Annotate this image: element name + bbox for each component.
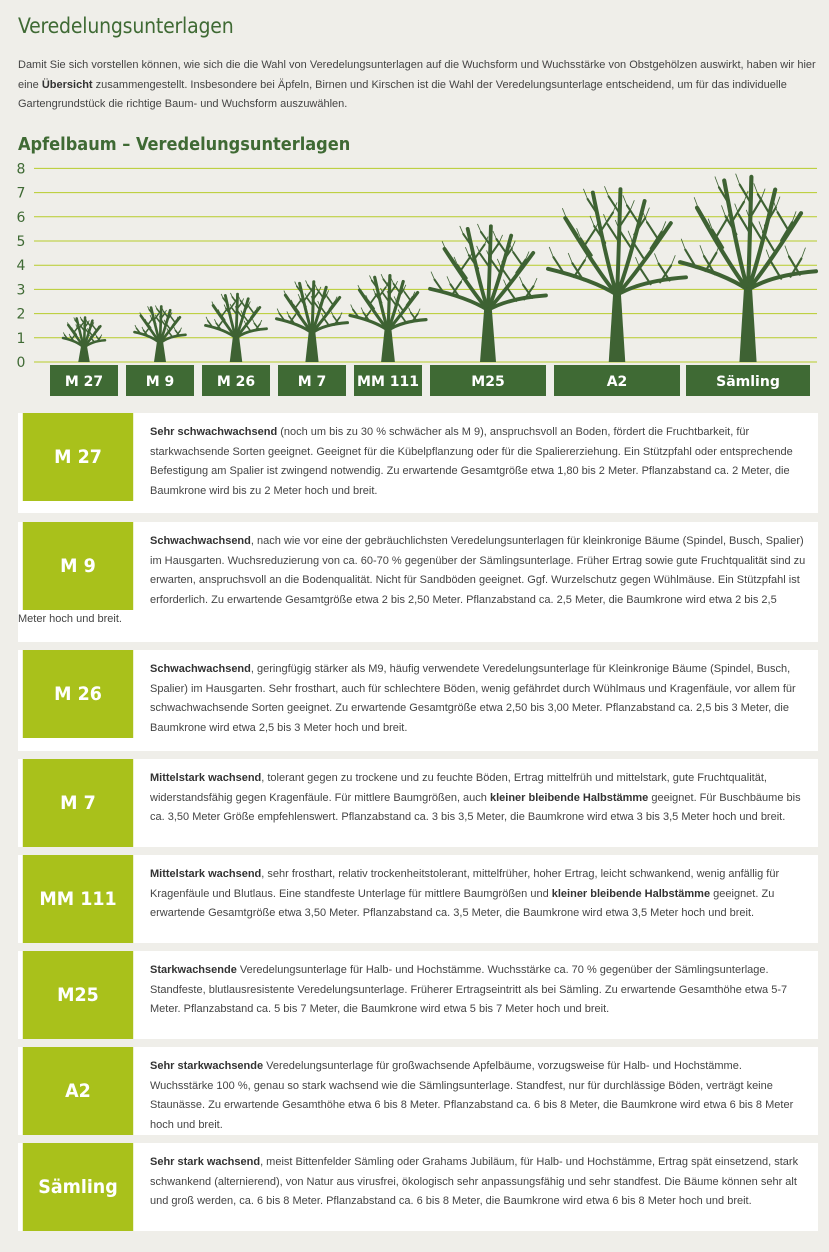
category-label: M 7 bbox=[297, 374, 327, 390]
tree-bar bbox=[350, 274, 426, 362]
tree-bar bbox=[430, 224, 546, 362]
tree-bar bbox=[277, 280, 348, 362]
page-title: Veredelungsunterlagen bbox=[18, 14, 234, 38]
rootstock-tag: M25 bbox=[23, 951, 133, 1039]
rootstock-description: Sehr schwachwachsend (noch um bis zu 30 % schwächer als M 9), anspruchsvoll an Boden, fördert die Fruchtbarkeit, für starkwachsende Sorten geeignet. Geeignet für die Kübelpflanzung oder für die Spaliererziehung. Ein Stützpfahl oder entsprechende Befestigung am Spalier ist zwingend notwendig. Zu erwartende Gesamtgröße etwa 1,80 bis 2 Meter. Pflanzabstand ca. 2 Meter, die Baumkrone wird bis zu 2 Meter hoch und breit. bbox=[150, 426, 793, 497]
y-tick-label: 0 bbox=[16, 355, 26, 371]
rootstock-card bbox=[18, 855, 818, 943]
tree-bar bbox=[680, 174, 816, 362]
y-tick-label: 4 bbox=[16, 258, 26, 275]
y-tick-label: 7 bbox=[16, 185, 26, 202]
rootstock-card bbox=[18, 1047, 818, 1135]
y-tick-label: 1 bbox=[16, 330, 26, 347]
rootstock-card bbox=[18, 951, 818, 1039]
y-tick-label: 2 bbox=[16, 306, 26, 323]
y-tick-label: 6 bbox=[16, 209, 26, 226]
tree-bar bbox=[548, 186, 686, 362]
rootstock-card bbox=[18, 413, 818, 513]
category-label: MM 111 bbox=[357, 374, 419, 390]
rootstock-tag: M 9 bbox=[23, 522, 133, 610]
tree-bar bbox=[206, 293, 267, 362]
rootstock-tag: M 26 bbox=[23, 650, 133, 738]
chart-heading: Apfelbaum – Veredelungsunterlagen bbox=[18, 134, 351, 155]
category-label: A2 bbox=[606, 374, 628, 390]
rootstock-tag: MM 111 bbox=[23, 855, 133, 943]
rootstock-description: Sehr starkwachsende Veredelungsunterlage für großwachsende Apfelbäume, vorzugsweise für Halb- und Hochstämme. Wuchsstärke 100 %, genau so stark wachsend wie die Sämlingsunterlage. Standfest, nur für durchlässige Böden, verträgt keine Staunässe. Zu erwartende Gesamthöhe etwa 6 bis 8 Meter. Pflanzabstand ca. 6 bis 8 Meter, die Baumkrone wird etwa 6 bis 8 Meter hoch und breit. bbox=[150, 1060, 794, 1131]
category-label: Sämling bbox=[716, 374, 780, 390]
intro-text: Damit Sie sich vorstellen können, wie sich die die Wahl von Veredelungsunterlagen auf die Wuchsform und Wuchsstärke von Obstgehölzen auswirkt, haben wir hier eine Übersicht zusammengestellt. Insbesondere bei Äpfeln, Birnen und Kirschen ist die Wahl der Veredelungsunterlage entscheidend, um für das individuelle Gartengrundstück die richtige Baum- und Wuchsform auszuwählen. bbox=[18, 59, 816, 110]
rootstock-description: Sehr stark wachsend, meist Bittenfelder Sämling oder Grahams Jubiläum, für Halb- und Hochstämme, Ertrag spät einsetzend, stark schwankend (alternierend), von Natur aus virusfrei, ökologisch sehr anpassungsfähig und sehr standfest. Die Bäume können sehr alt und groß werden, ca. 6 bis 8 Meter. Pflanzabstand ca. 6 bis 8 Meter, die Baumkrone wird etwa 6 bis 8 Meter hoch und breit. bbox=[150, 1156, 799, 1207]
category-label: M 26 bbox=[216, 374, 256, 390]
category-label: M25 bbox=[471, 374, 505, 390]
rootstock-tag: M 27 bbox=[23, 413, 133, 501]
category-label: M 27 bbox=[64, 374, 104, 390]
rootstock-tag: M 7 bbox=[23, 759, 133, 847]
tree-bar bbox=[63, 317, 105, 362]
rootstock-chart bbox=[0, 158, 829, 400]
rootstock-card bbox=[18, 650, 818, 751]
rootstock-description: Schwachwachsend, geringfügig stärker als M9, häufig verwendete Veredelungsunterlage für Kleinkronige Bäume (Spindel, Busch, Spalier) im Hausgarten. Sehr frosthart, auch für schlechtere Böden, wenig gefährdet durch Wühlmaus und Kragenfäule, vor allem für schwachwachsende Sorten geeignet. Zu erwartende Gesamtgröße etwa 2,50 bis 3,00 Meter. Pflanzabstand ca. 2,5 bis 3 Meter, die Baumkrone wird etwa 2,5 bis 3 Meter hoch und breit. bbox=[150, 663, 796, 734]
category-label: M 9 bbox=[145, 374, 175, 390]
y-tick-label: 8 bbox=[16, 161, 26, 178]
rootstock-description: Starkwachsende Veredelungsunterlage für Halb- und Hochstämme. Wuchsstärke ca. 70 % gegenüber der Sämlingsunterlage. Standfeste, blutlausresistente Veredelungsunterlage. Früherer Ertragseintritt als bei Sämling. Zu erwartende Gesamthöhe etwa 5-7 Meter. Pflanzabstand ca. 5 bis 7 Meter, die Baumkrone wird etwa 5 bis 7 Meter hoch und breit. bbox=[150, 964, 788, 1015]
rootstock-card bbox=[18, 759, 818, 847]
rootstock-description: Mittelstark wachsend, sehr frosthart, relativ trockenheitstolerant, mittelfrüher, hoher Ertrag, leicht schwankend, wenig anfällig für Kragenfäule und Blutlaus. Eine standfeste Unterlage für mittlere Baumgrößen und kleiner bleibende Halbstämme geeignet. Zu erwartende Gesamtgröße etwa 3,50 Meter. Pflanzabstand ca. 3,5 Meter, die Baumkrone wird etwa 3,5 Meter hoch und breit. bbox=[150, 868, 780, 919]
y-tick-label: 3 bbox=[16, 282, 26, 299]
rootstock-description: Schwachwachsend, nach wie vor eine der gebräuchlichsten Veredelungsunterlagen für kleinkronige Bäume (Spindel, Busch, Spalier) im Hausgarten. Wuchsreduzierung von ca. 60-70 % gegenüber der Sämlingsunterlage. Früher Ertrag sowie gute Fruchtqualität sind zu erwarten, anspruchsvoll an die Bodenqualität. Nicht für Sandböden geeignet. Ggf. Wurzelschutz gegen Wühlmäuse. Ein Stützpfahl ist erforderlich. Zu erwartende Gesamtgröße etwa 2 bis 2,50 Meter. Pflanzabstand ca. 2,5 Meter, die Baumkrone wird etwa 2 bis 2,5 bbox=[150, 535, 806, 606]
rootstock-tag: A2 bbox=[23, 1047, 133, 1135]
y-tick-label: 5 bbox=[16, 234, 26, 250]
rootstock-description-tail: Meter hoch und breit. bbox=[18, 613, 122, 625]
rootstock-card bbox=[18, 522, 818, 642]
rootstock-description: Mittelstark wachsend, tolerant gegen zu trockene und zu feuchte Böden, Ertrag mittelfrüh und mittelstark, gute Fruchtqualität, widerstandsfähig gegen Kragenfäule. Für mittlere Baumgrößen, auch kleiner bleibende Halbstämme geeignet. Für Buschbäume bis ca. 3,50 Meter Größe empfehlenswert. Pflanzabstand ca. 3 bis 3,5 Meter, die Baumkrone wird etwa 3 bis 3,5 Meter hoch und breit. bbox=[150, 772, 801, 823]
rootstock-tag: Sämling bbox=[23, 1143, 133, 1231]
rootstock-card bbox=[18, 1143, 818, 1231]
